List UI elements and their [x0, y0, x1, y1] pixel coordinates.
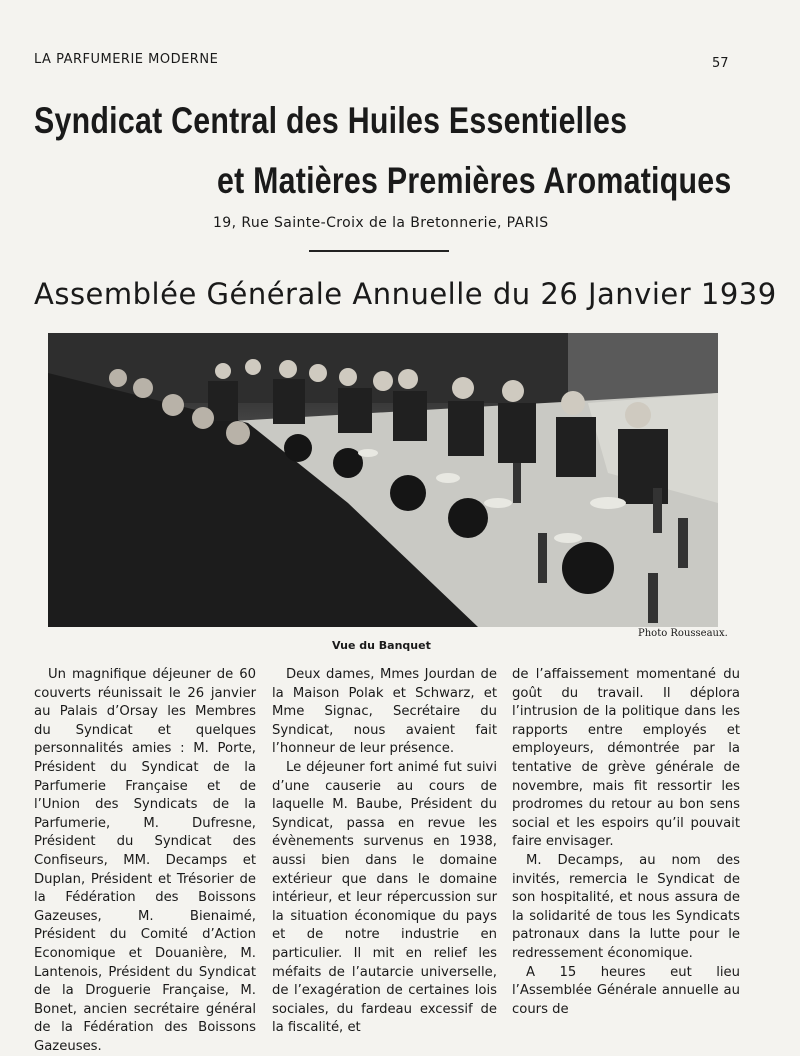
- title-divider: [309, 250, 449, 252]
- paragraph: Deux dames, Mmes Jourdan de la Maison Polak et Schwarz, et Mme Signac, Secrétaire du Syndicat, nous avaient fait l’honneur de leur présence.: [272, 667, 497, 757]
- paragraph: de l’affaissement momentané du goût du travail. Il déplora l’intrusion de la politique dans les rapports entre employés et employeurs, démontrée par la tentative de grève générale de novembre, mais fit ressortir les prodromes du retour au bon sens social et les espoirs qu’il pouvait faire envisager.: [512, 667, 740, 850]
- article-column-2: [272, 666, 497, 1038]
- paragraph: Un magnifique déjeuner de 60 couverts réunissait le 26 janvier au Palais d’Orsay les Membres du Syndicat et quelques personnalités amies : M. Porte, Président du Syndicat de la Parfumerie Française et de l’Union des Syndicats de la Parfumerie, M. Dufresne, Président du Syndicat des Confiseurs, MM. Decamps et Duplan, Président et Trésorier de la Fédération des Boissons Gazeuses, M. Bienaimé, Président du Comité d’Action Economique et Douanière, M. Lantenois, Président du Syndicat de la Droguerie Française, M. Bonet, ancien secrétaire général de la Fédération des Boissons Gazeuses.: [34, 667, 256, 1054]
- page-number: 57: [712, 56, 729, 71]
- article-column-1: [34, 666, 256, 1056]
- assembly-heading: Assemblée Générale Annuelle du 26 Janvier 1939: [34, 277, 777, 311]
- paragraph: A 15 heures eut lieu l’Assemblée Générale annuelle au cours de: [512, 964, 740, 1017]
- address: 19, Rue Sainte-Croix de la Bretonnerie, PARIS: [213, 215, 549, 231]
- paragraph: M. Decamps, au nom des invités, remercia le Syndicat de son hospitalité, et nous assura de la solidarité de tous les Syndicats patronaux dans la lutte pour le redressement économique.: [512, 852, 740, 961]
- article-column-3: [512, 666, 740, 1019]
- running-title: LA PARFUMERIE MODERNE: [34, 52, 219, 67]
- photo-caption: Vue du Banquet: [332, 639, 431, 652]
- title-line-2: et Matières Premières Aromatiques: [217, 160, 732, 201]
- banquet-photo: [48, 333, 718, 627]
- paragraph: Le déjeuner fort animé fut suivi d’une causerie au cours de laquelle M. Baube, Président du Syndicat, passa en revue les évènements survenus en 1938, aussi bien dans le domaine extérieur que dans le domaine intérieur, et leur répercussion sur la situation économique du pays et de notre industrie en particulier. Il mit en relief les méfaits de l’autarcie universelle, de l’exagération de certaines lois sociales, du fardeau excessif de la fiscalité, et: [272, 759, 497, 1036]
- photo-credit: Photo Rousseaux.: [638, 628, 728, 639]
- title-line-1: Syndicat Central des Huiles Essentielles: [34, 100, 628, 141]
- banquet-photo-illustration: [48, 333, 718, 627]
